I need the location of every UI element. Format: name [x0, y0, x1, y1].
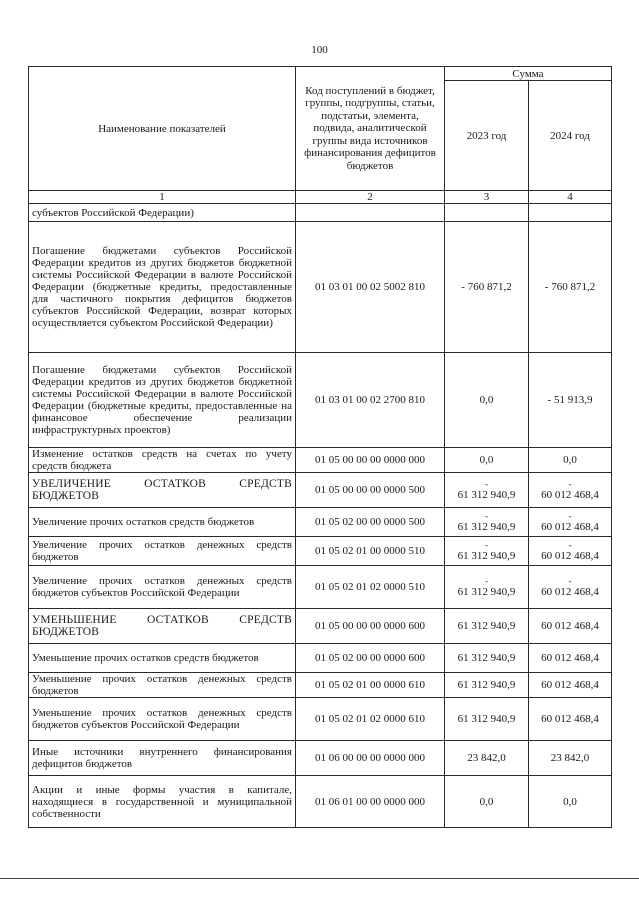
row-name: Уменьшение прочих остатков денежных средств бюджетов — [29, 673, 296, 698]
row-value-2024 — [529, 537, 612, 566]
value-text: 61 312 940,9 — [457, 713, 516, 725]
table-row — [29, 566, 612, 609]
table-row — [29, 448, 612, 473]
row-code: 01 05 02 01 02 0000 510 — [296, 566, 445, 609]
row-code: 01 05 00 00 00 0000 000 — [296, 448, 445, 473]
col-number-2: 2 — [296, 191, 445, 204]
value-text: 0,0 — [479, 795, 494, 808]
negative-sign: - — [485, 575, 488, 586]
value-text: 61 312 940,9 — [457, 652, 516, 664]
value-text: - 51 913,9 — [547, 394, 593, 406]
row-code: 01 06 00 00 00 0000 000 — [296, 741, 445, 776]
value-text: 60 012 468,4 — [541, 679, 599, 691]
value-text: 61 312 940,9 — [457, 488, 516, 501]
row-value-2023 — [445, 473, 529, 508]
row-value-2023 — [445, 698, 529, 741]
row-value-2023 — [445, 537, 529, 566]
value-text: - 760 871,2 — [461, 281, 512, 293]
row-value-2023 — [445, 566, 529, 609]
header-2024: 2024 год — [529, 81, 612, 191]
value-text: 61 312 940,9 — [457, 620, 516, 632]
col-number-3: 3 — [445, 191, 529, 204]
header-code: Код поступлений в бюджет, группы, подгруппы, статьи, подстатьи, элемента, подвида, аналитической группы вида источников финансирования дефицитов бюджетов — [296, 67, 445, 191]
row-name: Погашение бюджетами субъектов Российской Федерации кредитов из других бюджетов бюджетной системы Российской Федерации в валюте Российской Федерации (бюджетные кредиты, предоставленные для частичного покрытия дефицитов бюджетов субъектов Российской Федерации, возврат которых осуществляется субъектом Российской Федерации) — [29, 222, 296, 353]
value-text: 0,0 — [479, 394, 494, 406]
row-code: 01 05 02 01 00 0000 510 — [296, 537, 445, 566]
row-value-2023 — [445, 644, 529, 673]
row-code: 01 05 00 00 00 0000 600 — [296, 609, 445, 644]
row-code: 01 05 02 01 02 0000 610 — [296, 698, 445, 741]
row-value-2023 — [445, 204, 529, 222]
row-value-2023 — [445, 353, 529, 448]
row-name: Погашение бюджетами субъектов Российской Федерации кредитов из других бюджетов бюджетной системы Российской Федерации в валюте Российской Федерации (бюджетные кредиты, предоставленные на финансовое обеспечение реализации инфраструктурных проектов) — [29, 353, 296, 448]
value-text: 60 012 468,4 — [541, 520, 599, 533]
value-text: 23 842,0 — [467, 752, 506, 764]
value-text: 60 012 468,4 — [541, 488, 599, 501]
table-row — [29, 609, 612, 644]
row-value-2024 — [529, 353, 612, 448]
row-value-2023 — [445, 508, 529, 537]
row-name: Увеличение прочих остатков средств бюджетов — [29, 508, 296, 537]
row-value-2024 — [529, 741, 612, 776]
page-number: 100 — [311, 44, 328, 56]
value-text: 0,0 — [563, 454, 577, 466]
row-code: 01 05 02 01 00 0000 610 — [296, 673, 445, 698]
row-value-2024 — [529, 448, 612, 473]
header-sum: Сумма — [445, 67, 612, 81]
row-value-2023 — [445, 673, 529, 698]
table-row — [29, 508, 612, 537]
value-text: 60 012 468,4 — [541, 549, 599, 562]
row-name: Уменьшение прочих остатков средств бюджетов — [29, 644, 296, 673]
row-name: субъектов Российской Федерации) — [29, 204, 296, 222]
value-text: 60 012 468,4 — [541, 585, 599, 598]
value-text: 60 012 468,4 — [541, 620, 599, 632]
bottom-rule — [0, 878, 639, 879]
table-row — [29, 698, 612, 741]
row-value-2024 — [529, 644, 612, 673]
table-row — [29, 741, 612, 776]
negative-sign: - — [568, 510, 572, 521]
row-value-2024 — [529, 222, 612, 353]
row-code: 01 05 02 00 00 0000 600 — [296, 644, 445, 673]
row-code: 01 06 01 00 00 0000 000 — [296, 776, 445, 828]
row-value-2024 — [529, 673, 612, 698]
value-text: 61 312 940,9 — [457, 520, 516, 533]
header-name: Наименование показателей — [29, 67, 296, 191]
row-value-2024 — [529, 204, 612, 222]
negative-sign: - — [568, 478, 572, 489]
row-code: 01 05 02 00 00 0000 500 — [296, 508, 445, 537]
negative-sign: - — [485, 539, 488, 550]
row-code: 01 03 01 00 02 5002 810 — [296, 222, 445, 353]
value-text: 61 312 940,9 — [457, 679, 516, 691]
value-text: 23 842,0 — [550, 752, 590, 764]
value-text: 0,0 — [479, 454, 494, 466]
row-name: УВЕЛИЧЕНИЕ ОСТАТКОВ СРЕДСТВ БЮДЖЕТОВ — [29, 473, 296, 508]
value-text: 0,0 — [563, 795, 577, 808]
row-code — [296, 204, 445, 222]
row-value-2024 — [529, 698, 612, 741]
value-text: 61 312 940,9 — [457, 585, 516, 598]
value-text: - 760 871,2 — [544, 281, 596, 293]
row-value-2024 — [529, 473, 612, 508]
row-name: Увеличение прочих остатков денежных средств бюджетов — [29, 537, 296, 566]
value-text: 60 012 468,4 — [541, 713, 599, 725]
row-value-2024 — [529, 508, 612, 537]
table-row — [29, 473, 612, 508]
table-row — [29, 222, 612, 353]
row-value-2023 — [445, 609, 529, 644]
budget-sources-table — [28, 66, 612, 828]
header-2023: 2023 год — [445, 81, 529, 191]
row-name: Изменение остатков средств на счетах по учету средств бюджета — [29, 448, 296, 473]
value-text: 61 312 940,9 — [457, 549, 516, 562]
row-code: 01 05 00 00 00 0000 500 — [296, 473, 445, 508]
row-value-2023 — [445, 741, 529, 776]
negative-sign: - — [485, 478, 488, 489]
value-text: 60 012 468,4 — [541, 652, 599, 664]
row-value-2024 — [529, 776, 612, 828]
negative-sign: - — [568, 539, 572, 550]
row-name: Увеличение прочих остатков денежных средств бюджетов субъектов Российской Федерации — [29, 566, 296, 609]
negative-sign: - — [485, 510, 488, 521]
row-value-2024 — [529, 566, 612, 609]
row-name: Иные источники внутреннего финансирования дефицитов бюджетов — [29, 741, 296, 776]
table-row — [29, 353, 612, 448]
row-value-2023 — [445, 776, 529, 828]
col-number-1: 1 — [29, 191, 296, 204]
col-number-4: 4 — [529, 191, 612, 204]
row-name: Уменьшение прочих остатков денежных средств бюджетов субъектов Российской Федерации — [29, 698, 296, 741]
row-value-2023 — [445, 448, 529, 473]
row-value-2024 — [529, 609, 612, 644]
row-value-2023 — [445, 222, 529, 353]
row-name: УМЕНЬШЕНИЕ ОСТАТКОВ СРЕДСТВ БЮДЖЕТОВ — [29, 609, 296, 644]
negative-sign: - — [568, 575, 572, 586]
table-row — [29, 537, 612, 566]
table-row — [29, 776, 612, 828]
table-row — [29, 673, 612, 698]
table-row — [29, 644, 612, 673]
row-code: 01 03 01 00 02 2700 810 — [296, 353, 445, 448]
table-row — [29, 204, 612, 222]
row-name: Акции и иные формы участия в капитале, находящиеся в государственной и муниципальной собственности — [29, 776, 296, 828]
